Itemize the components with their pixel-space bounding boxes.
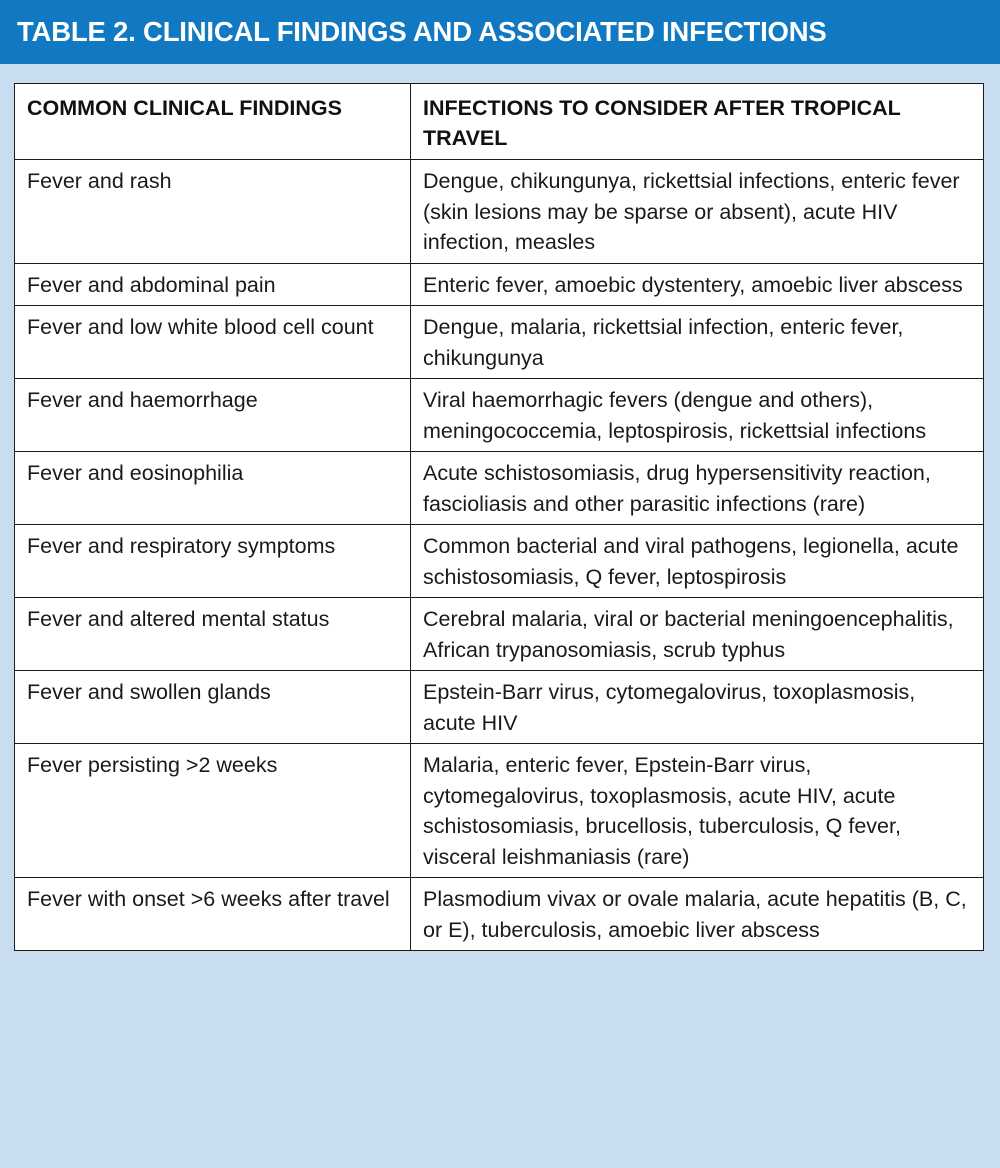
finding-cell: Fever and haemorrhage <box>15 379 411 452</box>
infections-cell: Dengue, malaria, rickettsial infection, enteric fever, chikungunya <box>411 306 984 379</box>
infections-cell: Cerebral malaria, viral or bacterial meningoencephalitis, African trypanosomiasis, scrub typhus <box>411 598 984 671</box>
table-title: TABLE 2. CLINICAL FINDINGS AND ASSOCIATED INFECTIONS <box>17 16 827 47</box>
table-row <box>15 160 984 264</box>
infections-cell: Acute schistosomiasis, drug hypersensitivity reaction, fascioliasis and other parasitic infections (rare) <box>411 452 984 525</box>
header-infections: INFECTIONS TO CONSIDER AFTER TROPICAL TRAVEL <box>411 84 984 160</box>
findings-table <box>14 83 984 951</box>
table-row <box>15 306 984 379</box>
finding-cell: Fever persisting >2 weeks <box>15 744 411 878</box>
finding-cell: Fever and swollen glands <box>15 671 411 744</box>
infections-cell: Enteric fever, amoebic dystentery, amoebic liver abscess <box>411 263 984 306</box>
header-clinical-findings: COMMON CLINICAL FINDINGS <box>15 84 411 160</box>
table-row <box>15 379 984 452</box>
infections-cell: Epstein-Barr virus, cytomegalovirus, toxoplasmosis, acute HIV <box>411 671 984 744</box>
infections-cell: Viral haemorrhagic fevers (dengue and others), meningococcemia, leptospirosis, rickettsial infections <box>411 379 984 452</box>
table-row <box>15 744 984 878</box>
infections-cell: Common bacterial and viral pathogens, legionella, acute schistosomiasis, Q fever, leptospirosis <box>411 525 984 598</box>
table-row <box>15 263 984 306</box>
table-row <box>15 525 984 598</box>
finding-cell: Fever and low white blood cell count <box>15 306 411 379</box>
table-header-row <box>15 84 984 160</box>
infections-cell: Malaria, enteric fever, Epstein-Barr virus, cytomegalovirus, toxoplasmosis, acute HIV, acute schistosomiasis, brucellosis, tuberculosis, Q fever, visceral leishmaniasis (rare) <box>411 744 984 878</box>
table-row <box>15 671 984 744</box>
table-container <box>14 83 983 951</box>
table-row <box>15 452 984 525</box>
table-row <box>15 598 984 671</box>
infections-cell: Plasmodium vivax or ovale malaria, acute hepatitis (B, C, or E), tuberculosis, amoebic liver abscess <box>411 878 984 951</box>
finding-cell: Fever and abdominal pain <box>15 263 411 306</box>
finding-cell: Fever and respiratory symptoms <box>15 525 411 598</box>
infections-cell: Dengue, chikungunya, rickettsial infections, enteric fever (skin lesions may be sparse or absent), acute HIV infection, measles <box>411 160 984 264</box>
finding-cell: Fever and eosinophilia <box>15 452 411 525</box>
finding-cell: Fever and altered mental status <box>15 598 411 671</box>
table-row <box>15 878 984 951</box>
title-bar <box>0 0 1000 64</box>
finding-cell: Fever and rash <box>15 160 411 264</box>
finding-cell: Fever with onset >6 weeks after travel <box>15 878 411 951</box>
